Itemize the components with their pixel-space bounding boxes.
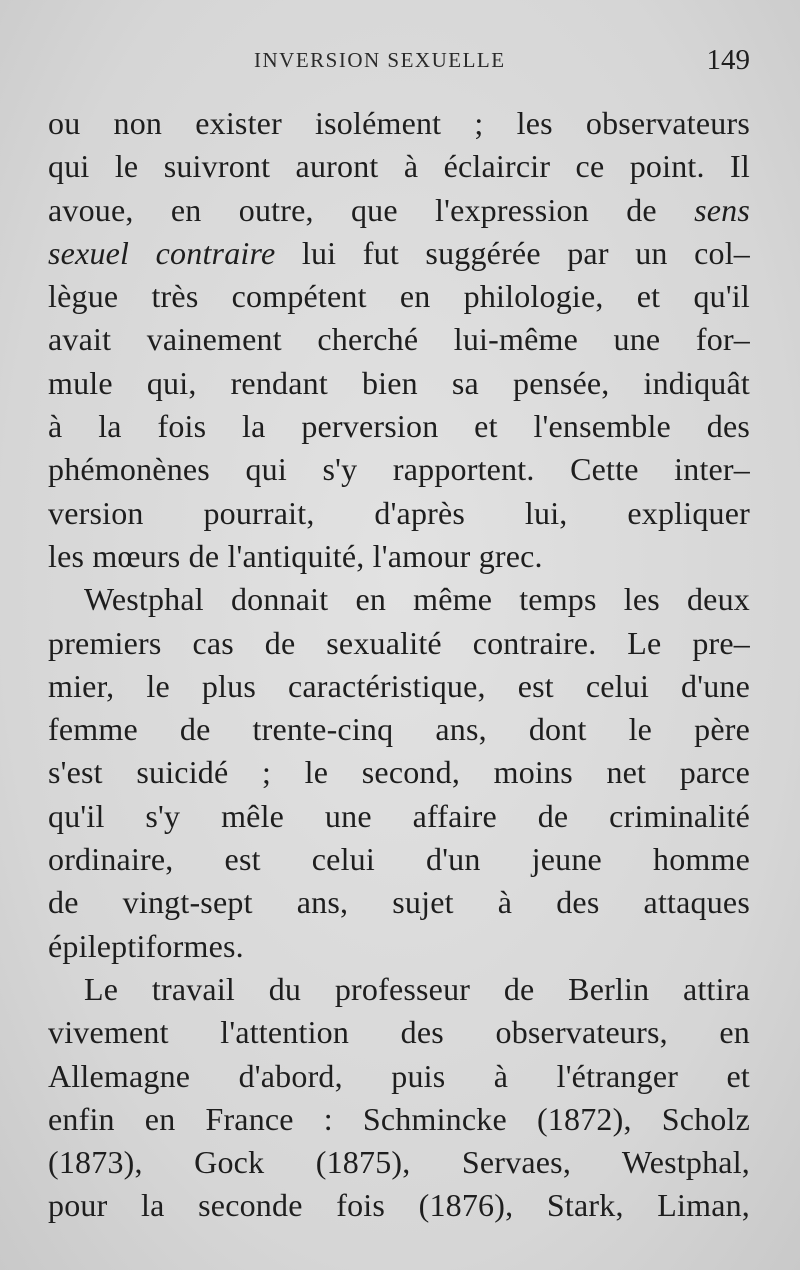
page-number: 149 (706, 44, 750, 76)
paragraph (48, 968, 750, 1228)
body-text (48, 102, 750, 1228)
text-line: s'est suicidé ; le second, moins net parce (48, 754, 750, 791)
text-line: vivement l'attention des observateurs, en (48, 1014, 750, 1051)
running-title: INVERSION SEXUELLE (254, 48, 506, 72)
text-line: épileptiformes. (48, 927, 244, 964)
book-page (48, 0, 750, 1270)
text-run: avoue, en outre, que l'expression de (48, 191, 695, 228)
text-line: Allemagne d'abord, puis à l'étranger et (48, 1057, 750, 1094)
text-line: qui le suivront auront à éclaircir ce point. Il (48, 148, 750, 185)
text-line: phémonènes qui s'y rapportent. Cette inter– (48, 451, 750, 488)
paragraph (48, 102, 750, 578)
text-line: enfin en France : Schmincke (1872), Scholz (48, 1100, 750, 1137)
text-line: (1873), Gock (1875), Servaes, Westphal, (48, 1144, 750, 1181)
text-line: les mœurs de l'antiquité, l'amour grec. (48, 537, 543, 574)
text-line: femme de trente-cinq ans, dont le père (48, 711, 750, 748)
italic-term: sexuel contraire (48, 234, 276, 271)
text-line: de vingt-sept ans, sujet à des attaques (48, 884, 750, 921)
text-line: premiers cas de sexualité contraire. Le pre– (48, 624, 750, 661)
text-line (48, 189, 750, 232)
text-line: Westphal donnait en même temps les deux (84, 581, 750, 618)
text-line: ou non exister isolément ; les observateurs (48, 105, 750, 141)
text-line: mier, le plus caractéristique, est celui d'une (48, 667, 750, 704)
text-line: qu'il s'y mêle une affaire de criminalité (48, 797, 750, 834)
text-line: pour la seconde fois (1876), Stark, Liman, (48, 1187, 750, 1224)
running-header (48, 44, 750, 84)
text-line: version pourrait, d'après lui, expliquer (48, 494, 750, 531)
text-line: ordinaire, est celui d'un jeune homme (48, 841, 750, 878)
text-line: mule qui, rendant bien sa pensée, indiquât (48, 364, 750, 401)
text-line (48, 232, 750, 275)
text-line: Le travail du professeur de Berlin attira (84, 970, 750, 1007)
text-run: lui fut suggérée par un col– (275, 234, 750, 271)
text-line: lègue très compétent en philologie, et qu'il (48, 278, 750, 315)
paragraph (48, 578, 750, 968)
text-line: à la fois la perversion et l'ensemble des (48, 408, 750, 445)
italic-term: sens (694, 191, 750, 228)
text-line: avait vainement cherché lui-même une for– (48, 321, 750, 358)
